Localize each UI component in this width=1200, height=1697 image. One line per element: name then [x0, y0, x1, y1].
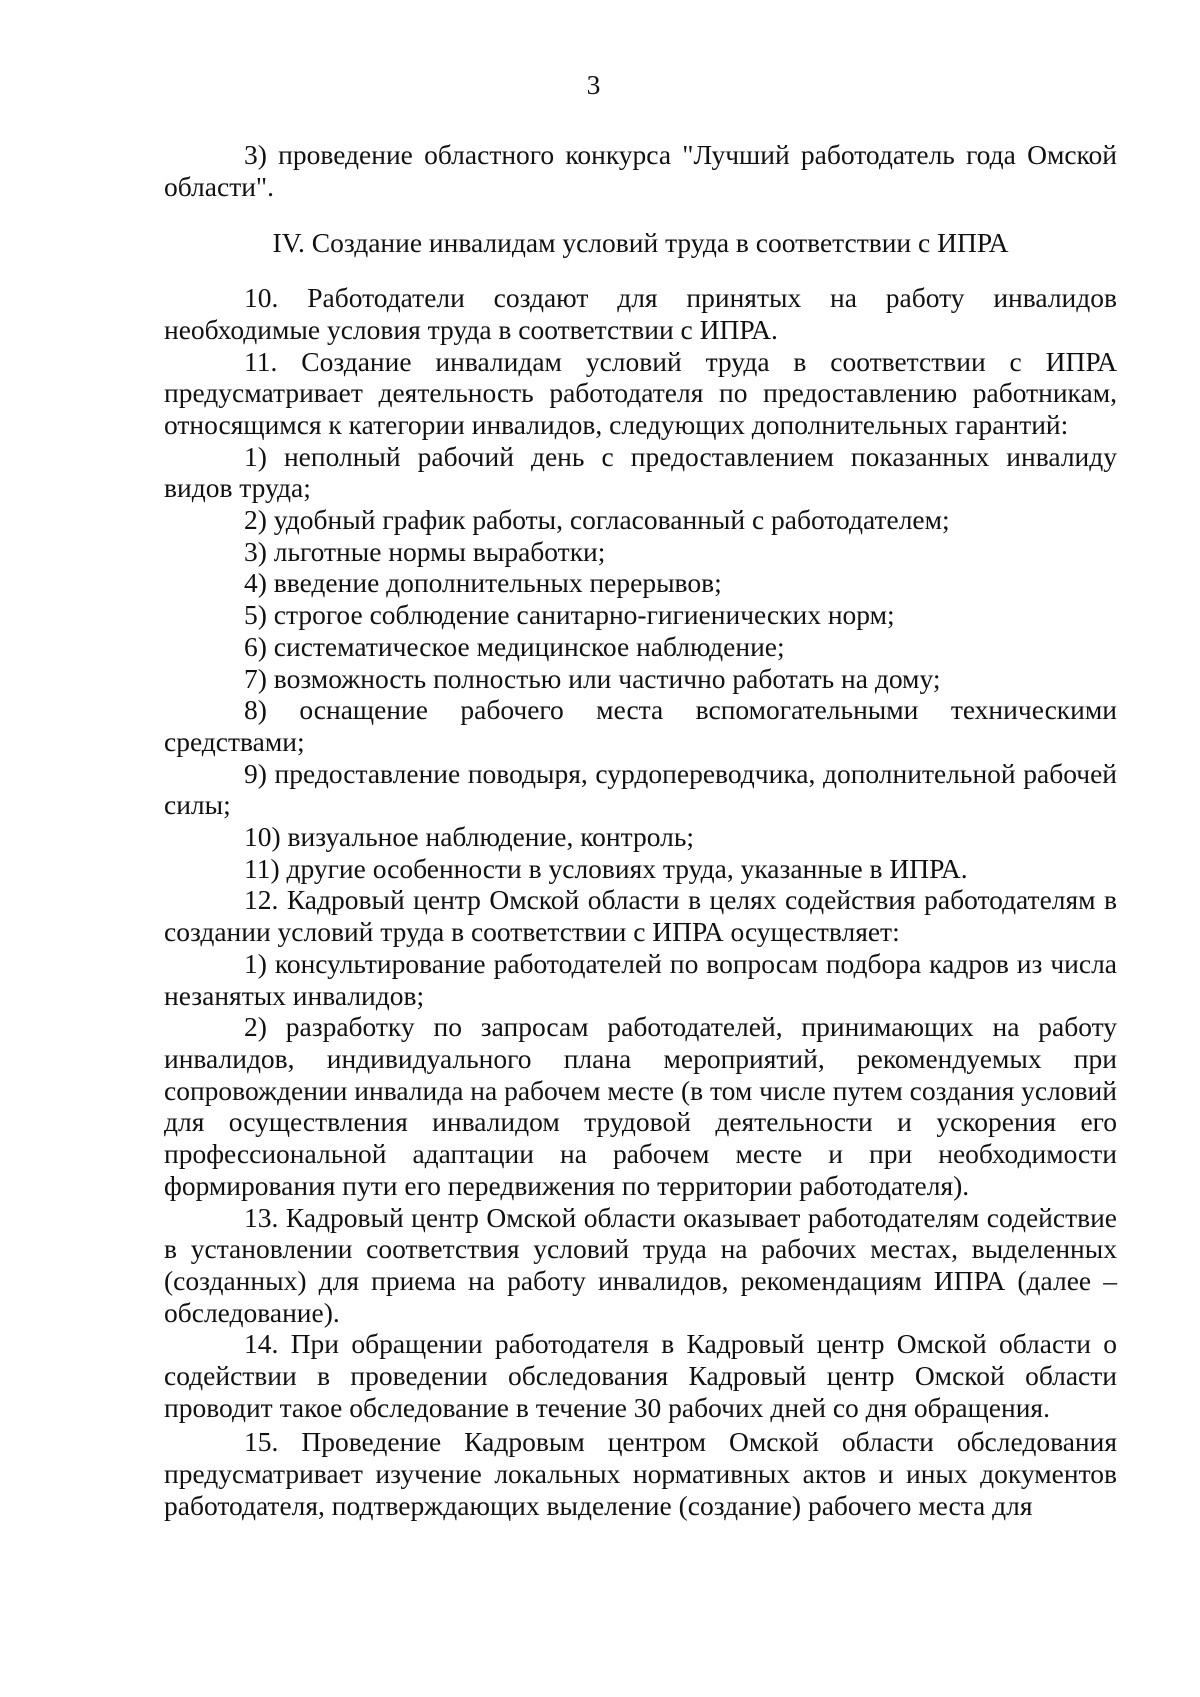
list-item-5-sanitary: 5) строгое соблюдение санитарно-гигиенических норм; [244, 599, 895, 631]
list-item-11-other: 11) другие особенности в условиях труда, указанные в ИПРА. [244, 852, 968, 884]
list-item-9-assistance: 9) предоставление поводыря, сурдопереводчика, дополнительной рабочей силы; [164, 757, 1117, 821]
paragraph-14: 14. При обращении работодателя в Кадровый центр Омской области о содействии в проведении обследования Кадровый центр Омской области проводит такое обследование в течение 30 рабочих дней со дня обращения. [164, 1328, 1117, 1423]
paragraph-12-item-2: 2) разработку по запросам работодателей, принимающих на работу инвалидов, индивидуального плана мероприятий, рекомендуемых при сопровождении инвалида на рабочем месте (в том числе путем создания условий для осуществления инвалидом трудовой деятельности и ускорения его профессиональной адаптации на рабочем месте и при необходимости формирования пути его передвижения по территории работодателя). [164, 1011, 1117, 1201]
list-item-1-part-time: 1) неполный рабочий день с предоставлением показанных инвалиду видов труда; [164, 440, 1117, 504]
paragraph-12-item-1: 1) консультирование работодателей по вопросам подбора кадров из числа незанятых инвалидов; [164, 947, 1117, 1011]
list-item-3-norms: 3) льготные нормы выработки; [244, 535, 606, 567]
paragraph-3-contest: 3) проведение областного конкурса "Лучший работодатель года Омской области". [164, 139, 1117, 202]
document-body [164, 139, 1117, 1522]
list-item-4-breaks: 4) введение дополнительных перерывов; [244, 567, 722, 599]
paragraph-11: 11. Создание инвалидам условий труда в соответствии с ИПРА предусматривает деятельность работодателя по предоставлению работникам, относящимся к категории инвалидов, следующих дополнительных гарантий: [164, 345, 1117, 440]
paragraph-12: 12. Кадровый центр Омской области в целях содействия работодателям в создании условий труда в соответствии с ИПРА осуществляет: [164, 884, 1117, 948]
paragraph-15: 15. Проведение Кадровым центром Омской области обследования предусматривает изучение локальных нормативных актов и иных документов работодателя, подтверждающих выделение (создание) рабочего места для [164, 1426, 1117, 1521]
list-item-8-equipment: 8) оснащение рабочего места вспомогательными техническими средствами; [164, 694, 1117, 757]
list-item-2-schedule: 2) удобный график работы, согласованный с работодателем; [244, 504, 950, 536]
list-item-10-monitoring: 10) визуальное наблюдение, контроль; [244, 821, 695, 853]
page-number: 3 [586, 69, 601, 100]
list-item-7-remote: 7) возможность полностью или частично работать на дому; [244, 662, 941, 694]
paragraph-13: 13. Кадровый центр Омской области оказывает работодателям содействие в установлении соответствия условий труда на рабочих местах, выделенных (созданных) для приема на работу инвалидов, рекомендациям ИПРА (далее – обследование). [164, 1201, 1117, 1328]
paragraph-10: 10. Работодатели создают для принятых на работу инвалидов необходимые условия труда в соответствии с ИПРА. [164, 282, 1117, 345]
list-item-6-medical: 6) систематическое медицинское наблюдение; [244, 630, 785, 662]
section-heading: IV. Создание инвалидам условий труда в соответствии с ИПРА [272, 227, 1009, 259]
